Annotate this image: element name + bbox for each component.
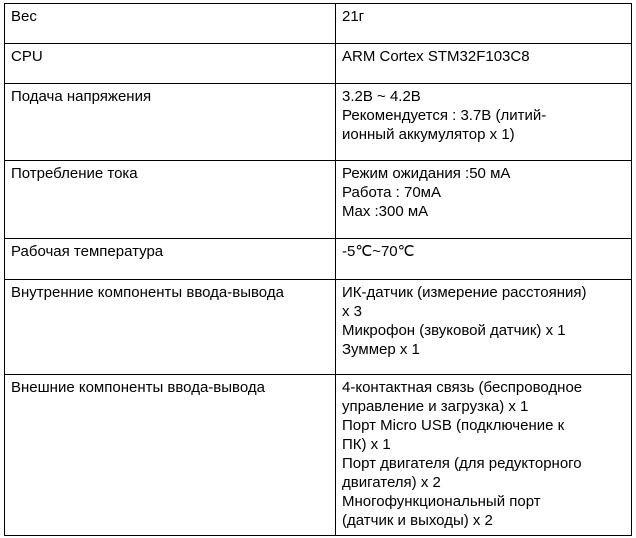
row-label: Внешние компоненты ввода-вывода [5, 375, 336, 536]
table-row-current-consumption [5, 161, 632, 239]
value-line: Микрофон (звуковой датчик) x 1 [342, 322, 566, 339]
row-label: Вес [5, 4, 336, 44]
value-line: ИК-датчик (измерение расстояния) [342, 284, 587, 301]
row-value [336, 375, 632, 536]
row-label: CPU [5, 44, 336, 84]
table-row-internal-io [5, 280, 632, 375]
row-value [336, 44, 632, 84]
value-line: Режим ожидания :50 мА [342, 165, 511, 182]
table-row-power-supply [5, 84, 632, 161]
value-line: Многофункциональный порт [342, 493, 541, 510]
value-line: 3.2В ~ 4.2В [342, 88, 421, 105]
value-line: двигателя) x 2 [342, 474, 441, 491]
value-line: Зуммер x 1 [342, 341, 420, 358]
row-value [336, 4, 632, 44]
table-row-operating-temperature [5, 239, 632, 280]
table-row-external-io [5, 375, 632, 536]
value-line: ПК) x 1 [342, 436, 391, 453]
value-line: ионный аккумулятор x 1) [342, 126, 515, 143]
table-row-weight [5, 4, 632, 44]
row-value [336, 239, 632, 280]
row-label: Потребление тока [5, 161, 336, 239]
value-line: (датчик и выходы) x 2 [342, 512, 493, 529]
value-line: Работа : 70мА [342, 184, 442, 201]
row-value [336, 280, 632, 375]
row-label: Внутренние компоненты ввода-вывода [5, 280, 336, 375]
value-line: x 3 [342, 303, 363, 320]
value-line: Порт двигателя (для редукторного [342, 455, 582, 472]
value-line: Рекомендуется : 3.7В (литий- [342, 107, 547, 124]
specifications-table [4, 3, 632, 536]
value-line: 21г [342, 8, 365, 25]
value-line: 4-контактная связь (беспроводное [342, 379, 583, 396]
row-value [336, 84, 632, 161]
value-line: Порт Micro USB (подключение к [342, 417, 565, 434]
value-line: ARM Cortex STM32F103C8 [342, 48, 530, 65]
value-line: управление и загрузка) x 1 [342, 398, 529, 415]
table-row-cpu [5, 44, 632, 84]
row-label: Рабочая температура [5, 239, 336, 280]
row-label: Подача напряжения [5, 84, 336, 161]
value-line: Max :300 мА [342, 203, 429, 220]
row-value [336, 161, 632, 239]
value-line: -5℃~70℃ [342, 243, 415, 260]
